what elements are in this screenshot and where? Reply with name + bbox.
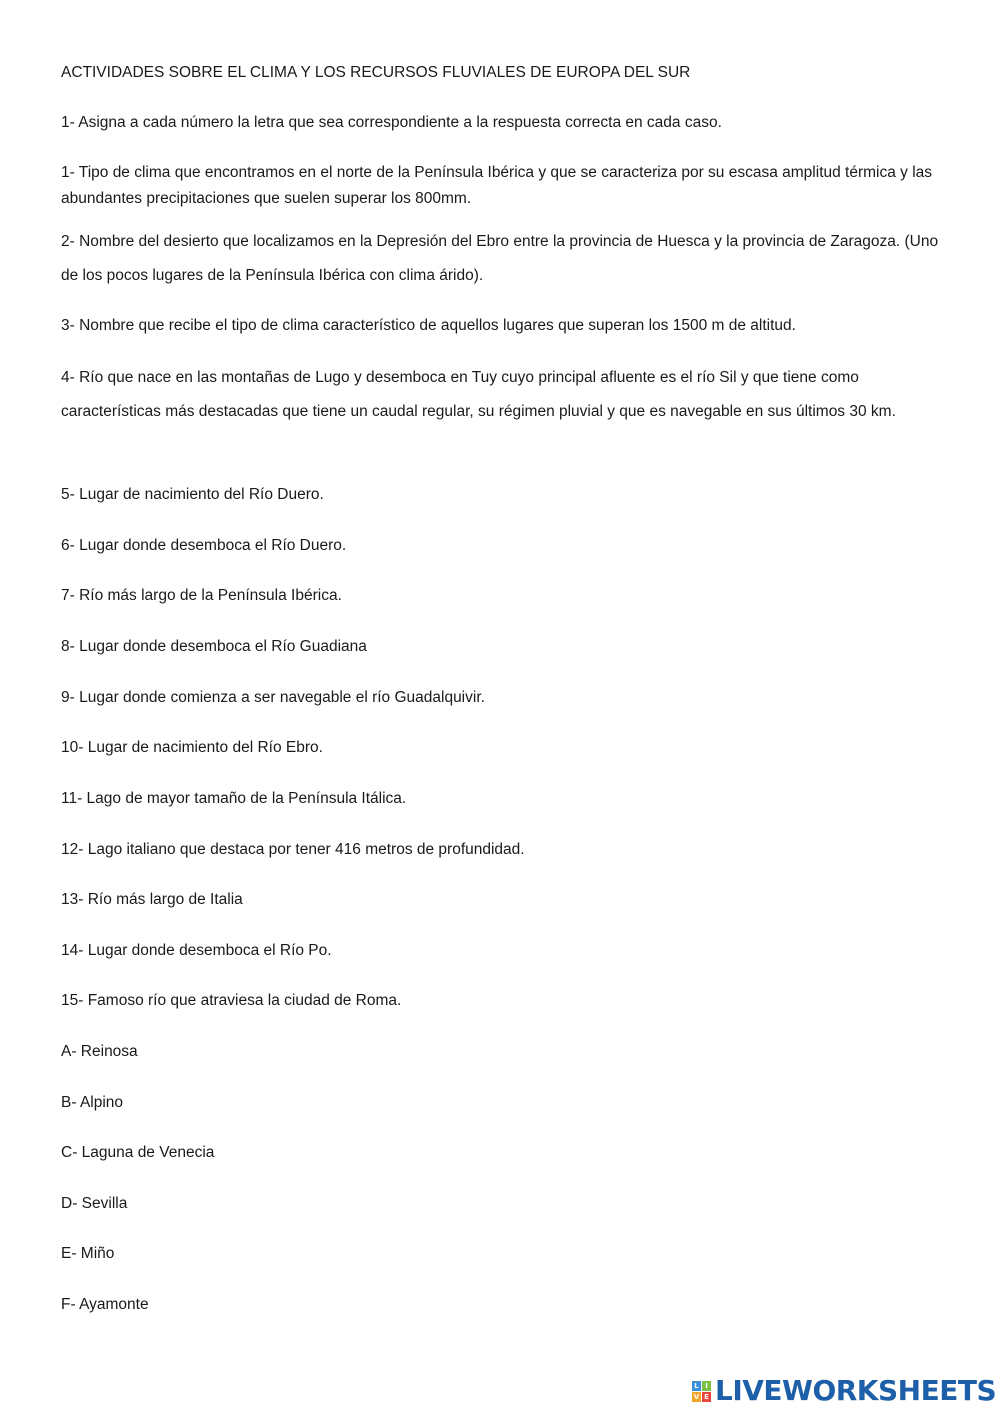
question-item: 4- Río que nace en las montañas de Lugo y desemboca en Tuy cuyo principal afluente es el río Sil y que tiene como características más destacadas que tiene un caudal regular, su régimen pluvial y que es navegable en sus últimos 30 km.: [61, 369, 896, 420]
logo-block: I: [702, 1381, 711, 1391]
answer-option: E- Miño: [61, 1245, 115, 1262]
liveworksheets-logo-blocks-icon: [692, 1381, 711, 1402]
logo-block: V: [693, 1392, 700, 1401]
question-item: 7- Río más largo de la Península Ibérica.: [61, 587, 342, 604]
question-item: 11- Lago de mayor tamaño de la Península Itálica.: [61, 790, 407, 807]
instruction: 1- Asigna a cada número la letra que sea correspondiente a la respuesta correcta en cada caso.: [61, 114, 722, 131]
page-title: ACTIVIDADES SOBRE EL CLIMA Y LOS RECURSOS FLUVIALES DE EUROPA DEL SUR: [61, 64, 691, 81]
question-item: 13- Río más largo de Italia: [61, 891, 243, 908]
question-item: 12- Lago italiano que destaca por tener 416 metros de profundidad.: [61, 841, 525, 858]
question-item: 6- Lugar donde desemboca el Río Duero.: [61, 537, 347, 554]
question-item: 3- Nombre que recibe el tipo de clima característico de aquellos lugares que superan los 1500 m de altitud.: [61, 317, 796, 334]
question-item: 9- Lugar donde comienza a ser navegable el río Guadalquivir.: [61, 689, 485, 706]
answer-option: C- Laguna de Venecia: [61, 1144, 215, 1161]
question-item: 1- Tipo de clima que encontramos en el norte de la Península Ibérica y que se caracteriza por su escasa amplitud térmica y las abundantes precipitaciones que suelen superar los 800mm.: [61, 164, 933, 207]
question-item: 10- Lugar de nacimiento del Río Ebro.: [61, 739, 323, 756]
logo-block: E: [702, 1392, 711, 1402]
logo-block: L: [692, 1381, 701, 1391]
answer-option: D- Sevilla: [61, 1195, 128, 1212]
answer-option: B- Alpino: [61, 1094, 124, 1111]
question-item: 8- Lugar donde desemboca el Río Guadiana: [61, 638, 367, 655]
question-item: 5- Lugar de nacimiento del Río Duero.: [61, 486, 324, 503]
question-item: 15- Famoso río que atraviesa la ciudad de Roma.: [61, 992, 402, 1009]
answer-option: F- Ayamonte: [61, 1296, 149, 1313]
answer-option: A- Reinosa: [61, 1043, 138, 1060]
question-item: 14- Lugar donde desemboca el Río Po.: [61, 942, 332, 959]
liveworksheets-logo: [692, 1374, 996, 1408]
question-item: 2- Nombre del desierto que localizamos en la Depresión del Ebro entre la provincia de Huesca y la provincia de Zaragoza. (Uno de los pocos lugares de la Península Ibérica con clima árido).: [61, 233, 939, 284]
logo-text: LIVEWORKSHEETS: [715, 1374, 997, 1407]
